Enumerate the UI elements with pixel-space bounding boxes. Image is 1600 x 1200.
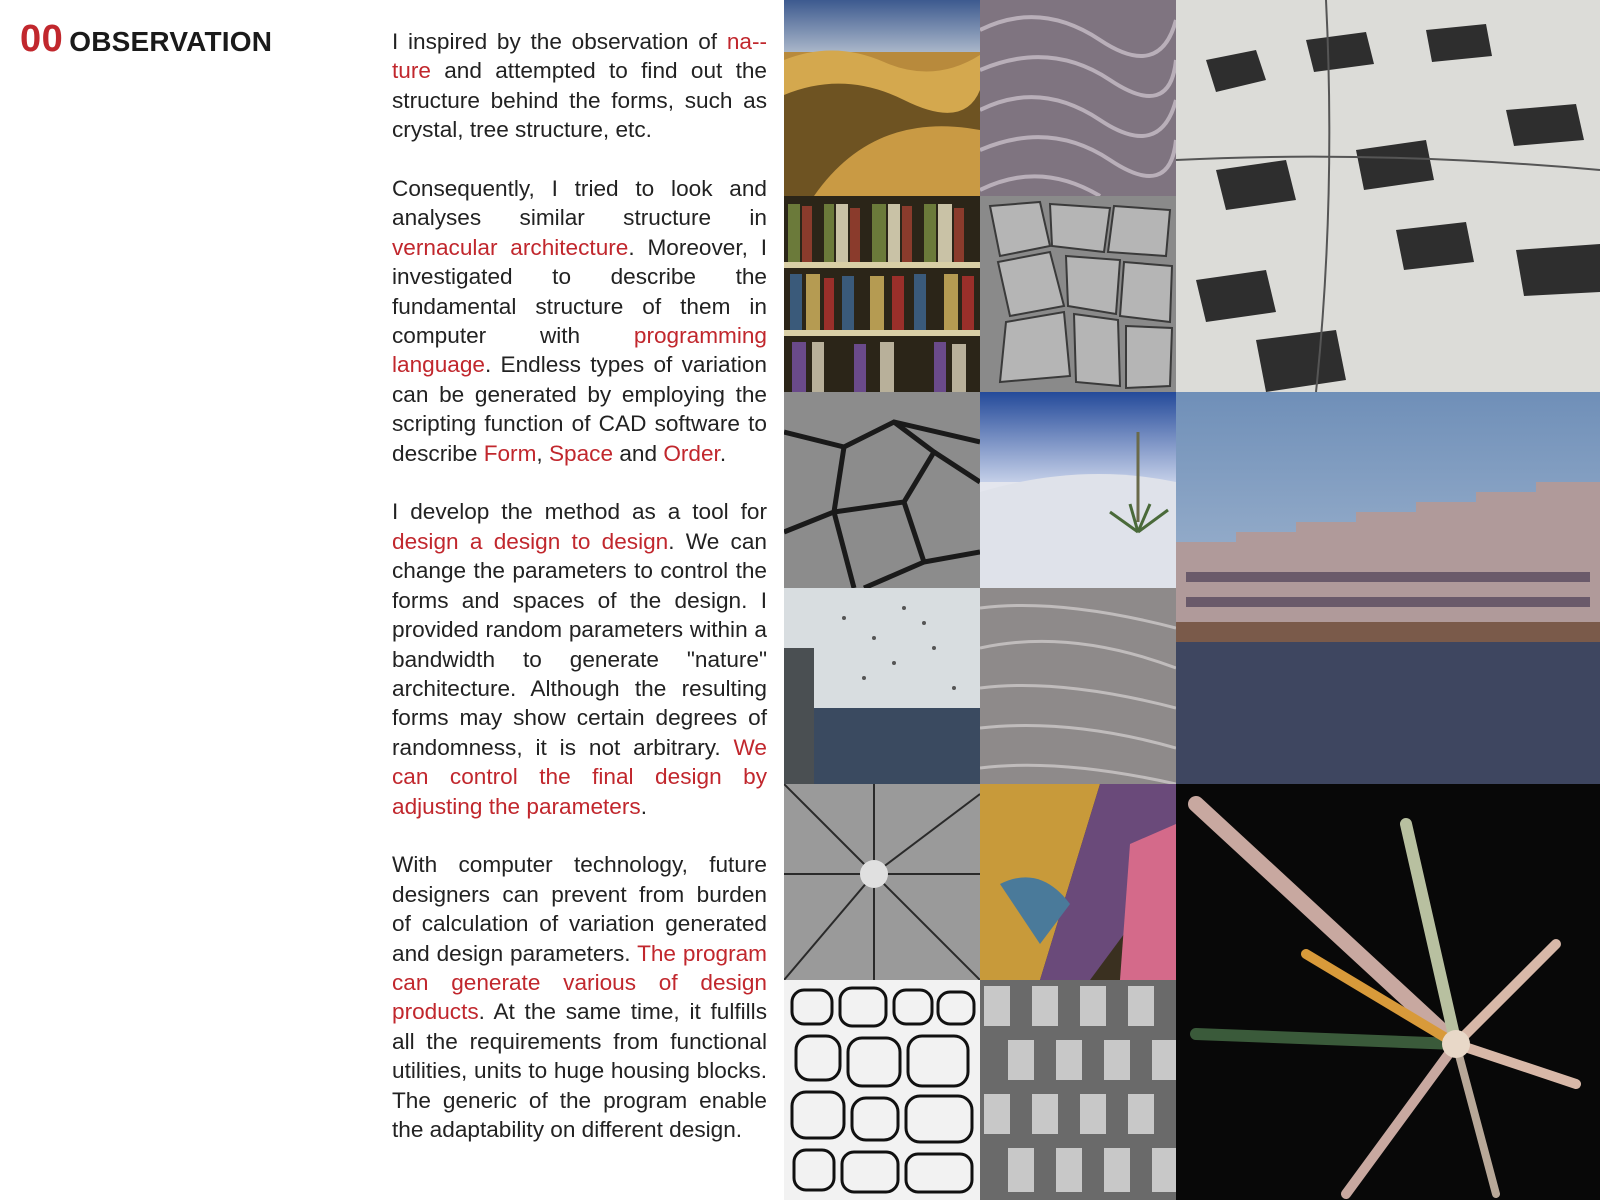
- desert-dunes-image: [784, 0, 980, 196]
- section-title: OBSERVATION: [69, 26, 273, 57]
- text-run: .: [719, 440, 727, 466]
- sunken-courtyards-aerial-image: [1176, 0, 1600, 392]
- text-run: and: [613, 440, 664, 466]
- fibers-image: [980, 0, 1176, 196]
- body-paragraph: [392, 27, 767, 145]
- text-run: I inspired by the observation of: [392, 29, 727, 54]
- highlighted-phrase: na-ture: [392, 29, 767, 84]
- text-run: . We can change the parameters to control the forms and spaces of the design. I provided random parameters within a bandwidth to generate "nature" architecture. Although the resulting forms may show certain degrees of randomness, it is not arbitrary.: [392, 528, 767, 760]
- page-heading: [20, 18, 272, 61]
- highlighted-phrase: programming language: [392, 323, 767, 378]
- text-run: . Moreover, I investigated to describe the fundamental structure of them in computer with: [392, 234, 767, 349]
- body-paragraph: [392, 497, 767, 820]
- text-run: and attempted to find out the structure behind the forms, such as crystal, tree structure, etc.: [392, 58, 767, 143]
- highlighted-phrase: Order: [663, 440, 720, 466]
- polarized-crystal-image: [980, 784, 1176, 980]
- text-run: Consequently, I tried to look and analyses similar structure in: [392, 176, 767, 231]
- text-run: ,: [536, 440, 549, 466]
- cell-structure-image: [784, 980, 980, 1200]
- section-number: 00: [20, 18, 64, 60]
- cellular-pattern-image: [980, 196, 1176, 392]
- text-run: I develop the method as a tool for: [392, 499, 767, 525]
- starburst-crystal-image: [1176, 784, 1600, 1200]
- text-run: . At the same time, it fulfills all the requirements from functional utilities, units to huge housing blocks. The generic of the program enable the adaptability on different design.: [392, 999, 767, 1142]
- metal-grid-image: [980, 980, 1176, 1200]
- white-sands-yucca-image: [980, 392, 1176, 588]
- text-run: With computer technology, future designers can prevent from burden of calculation of variation generated and design parameters.: [392, 852, 767, 966]
- birds-sea-image: [784, 588, 980, 784]
- cracked-earth-image: [784, 392, 980, 588]
- text-run: . Endless types of variation can be generated by employing the scripting function of CAD software to describe: [392, 352, 767, 466]
- body-paragraph: [392, 174, 767, 468]
- housing-block-waterfront-image: [1176, 392, 1600, 784]
- body-paragraph: [392, 850, 767, 1144]
- text-run: .: [640, 793, 647, 819]
- highlighted-phrase: vernacular architecture: [392, 234, 629, 260]
- bookshelf-image: [784, 196, 980, 392]
- radial-crystal-image: [784, 784, 980, 980]
- highlighted-phrase: design a design to design: [392, 528, 669, 554]
- highlighted-phrase: The program can generate various of design products: [392, 940, 768, 1025]
- body-text: [392, 27, 767, 1174]
- highlighted-phrase: Space: [548, 440, 614, 466]
- image-gallery: [784, 0, 1600, 1200]
- glass-texture-image: [980, 588, 1176, 784]
- highlighted-phrase: Form: [483, 440, 537, 466]
- highlighted-phrase: We can control the final design by adjusting the parameters: [392, 734, 767, 819]
